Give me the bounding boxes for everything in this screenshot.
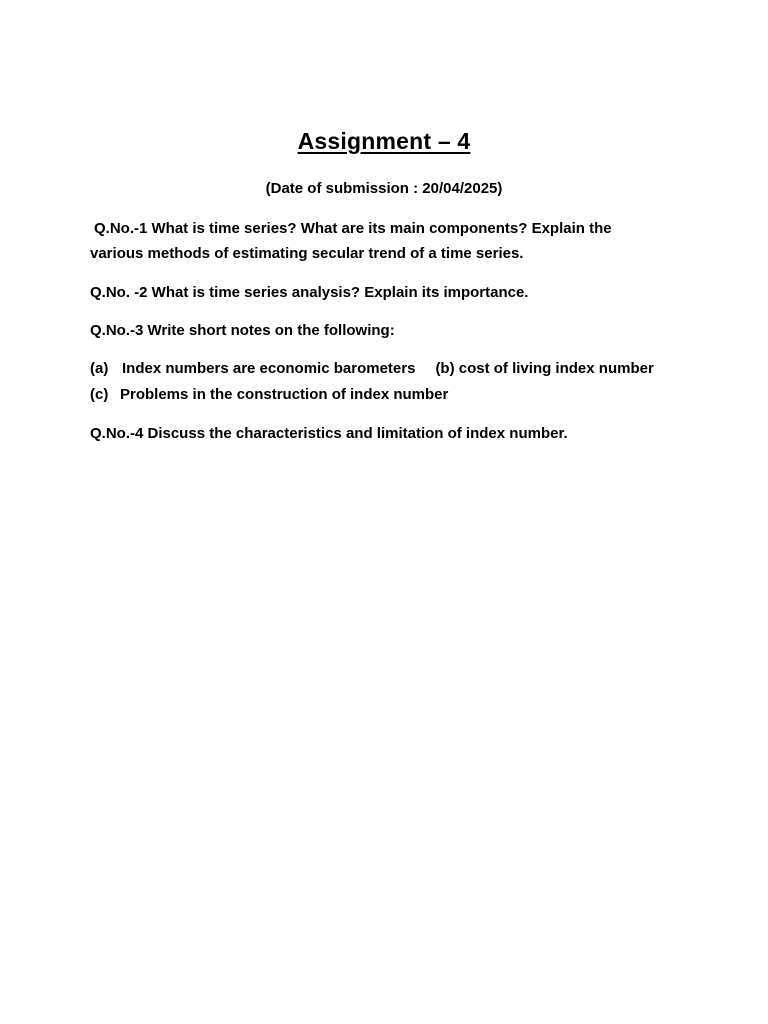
item-row-c <box>90 382 710 408</box>
item-a-text: Index numbers are economic barometers <box>122 360 416 377</box>
question-3: Q.No.-3 Write short notes on the following: <box>90 322 395 339</box>
assignment-title: Assignment – 4 <box>297 128 471 154</box>
submission-date: (Date of submission : 20/04/2025) <box>265 180 503 197</box>
item-b-text: (b) cost of living index number <box>435 360 654 377</box>
question-1-line-1: Q.No.-1 What is time series? What are its main components? Explain the <box>94 220 612 237</box>
question-4: Q.No.-4 Discuss the characteristics and limitation of index number. <box>90 425 568 442</box>
item-a-label: (a) <box>90 360 109 377</box>
question-1 <box>90 216 690 266</box>
question-1-line-2: various methods of estimating secular trend of a time series. <box>90 245 524 262</box>
item-c-text: Problems in the construction of index number <box>120 386 449 403</box>
item-c-label: (c) <box>90 386 109 403</box>
question-2: Q.No. -2 What is time series analysis? Explain its importance. <box>90 284 529 301</box>
item-row-a-b <box>90 356 710 382</box>
question-3-items <box>90 356 710 408</box>
